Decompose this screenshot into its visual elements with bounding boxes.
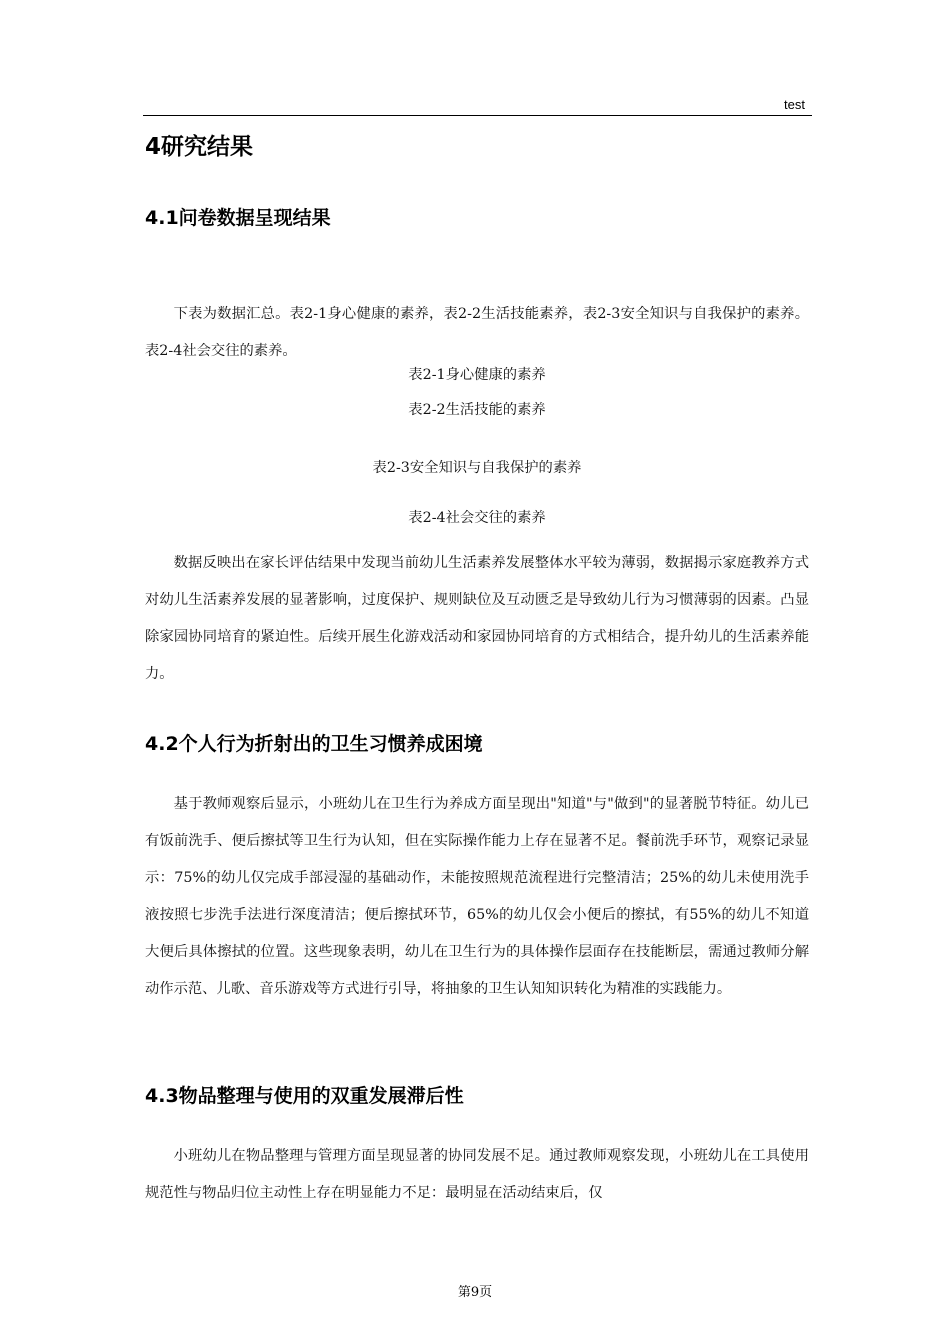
table-caption-2-2: 表2-2生活技能的素养 xyxy=(408,402,546,418)
section-heading-4-1: 4.1问卷数据呈现结果 xyxy=(145,207,331,229)
header-divider xyxy=(143,115,812,116)
table-caption-2-1: 表2-1身心健康的素养 xyxy=(408,367,546,383)
table-caption-2-4: 表2-4社会交往的素养 xyxy=(408,510,546,526)
section-4-1-intro: 下表为数据汇总。表2-1身心健康的素养，表2-2生活技能素养，表2-3安全知识与自我保护的素养。表2-4社会交往的素养。 xyxy=(145,306,809,359)
page-header: test xyxy=(784,97,805,112)
section-heading-4-2: 4.2个人行为折射出的卫生习惯养成困境 xyxy=(145,733,483,755)
chapter-title: 4研究结果 xyxy=(145,134,254,160)
section-4-1-body: 数据反映出在家长评估结果中发现当前幼儿生活素养发展整体水平较为薄弱，数据揭示家庭教养方式对幼儿生活素养发展的显著影响，过度保护、规则缺位及互动匮乏是导致幼儿行为习惯薄弱的因素。凸显除家园协同培育的紧迫性。后续开展生化游戏活动和家园协同培育的方式相结合，提升幼儿的生活素养能力。 xyxy=(145,555,809,682)
section-heading-4-3: 4.3物品整理与使用的双重发展滞后性 xyxy=(145,1085,464,1107)
table-caption-2-3: 表2-3安全知识与自我保护的素养 xyxy=(372,460,582,476)
section-4-3-body: 小班幼儿在物品整理与管理方面呈现显著的协同发展不足。通过教师观察发现，小班幼儿在工具使用规范性与物品归位主动性上存在明显能力不足：最明显在活动结束后，仅 xyxy=(145,1148,809,1201)
section-4-2-body: 基于教师观察后显示，小班幼儿在卫生行为养成方面呈现出"知道"与"做到"的显著脱节特征。幼儿已有饭前洗手、便后擦拭等卫生行为认知，但在实际操作能力上存在显著不足。餐前洗手环节，观察记录显示：75%的幼儿仅完成手部浸湿的基础动作，未能按照规范流程进行完整清洁；25%的幼儿未使用洗手液按照七步洗手法进行深度清洁；便后擦拭环节，65%的幼儿仅会小便后的擦拭，有55%的幼儿不知道大便后具体擦拭的位置。这些现象表明，幼儿在卫生行为的具体操作层面存在技能断层，需通过教师分解动作示范、儿歌、音乐游戏等方式进行引导，将抽象的卫生认知知识转化为精准的实践能力。 xyxy=(145,796,809,997)
page-number: 第9页 xyxy=(457,1285,493,1300)
